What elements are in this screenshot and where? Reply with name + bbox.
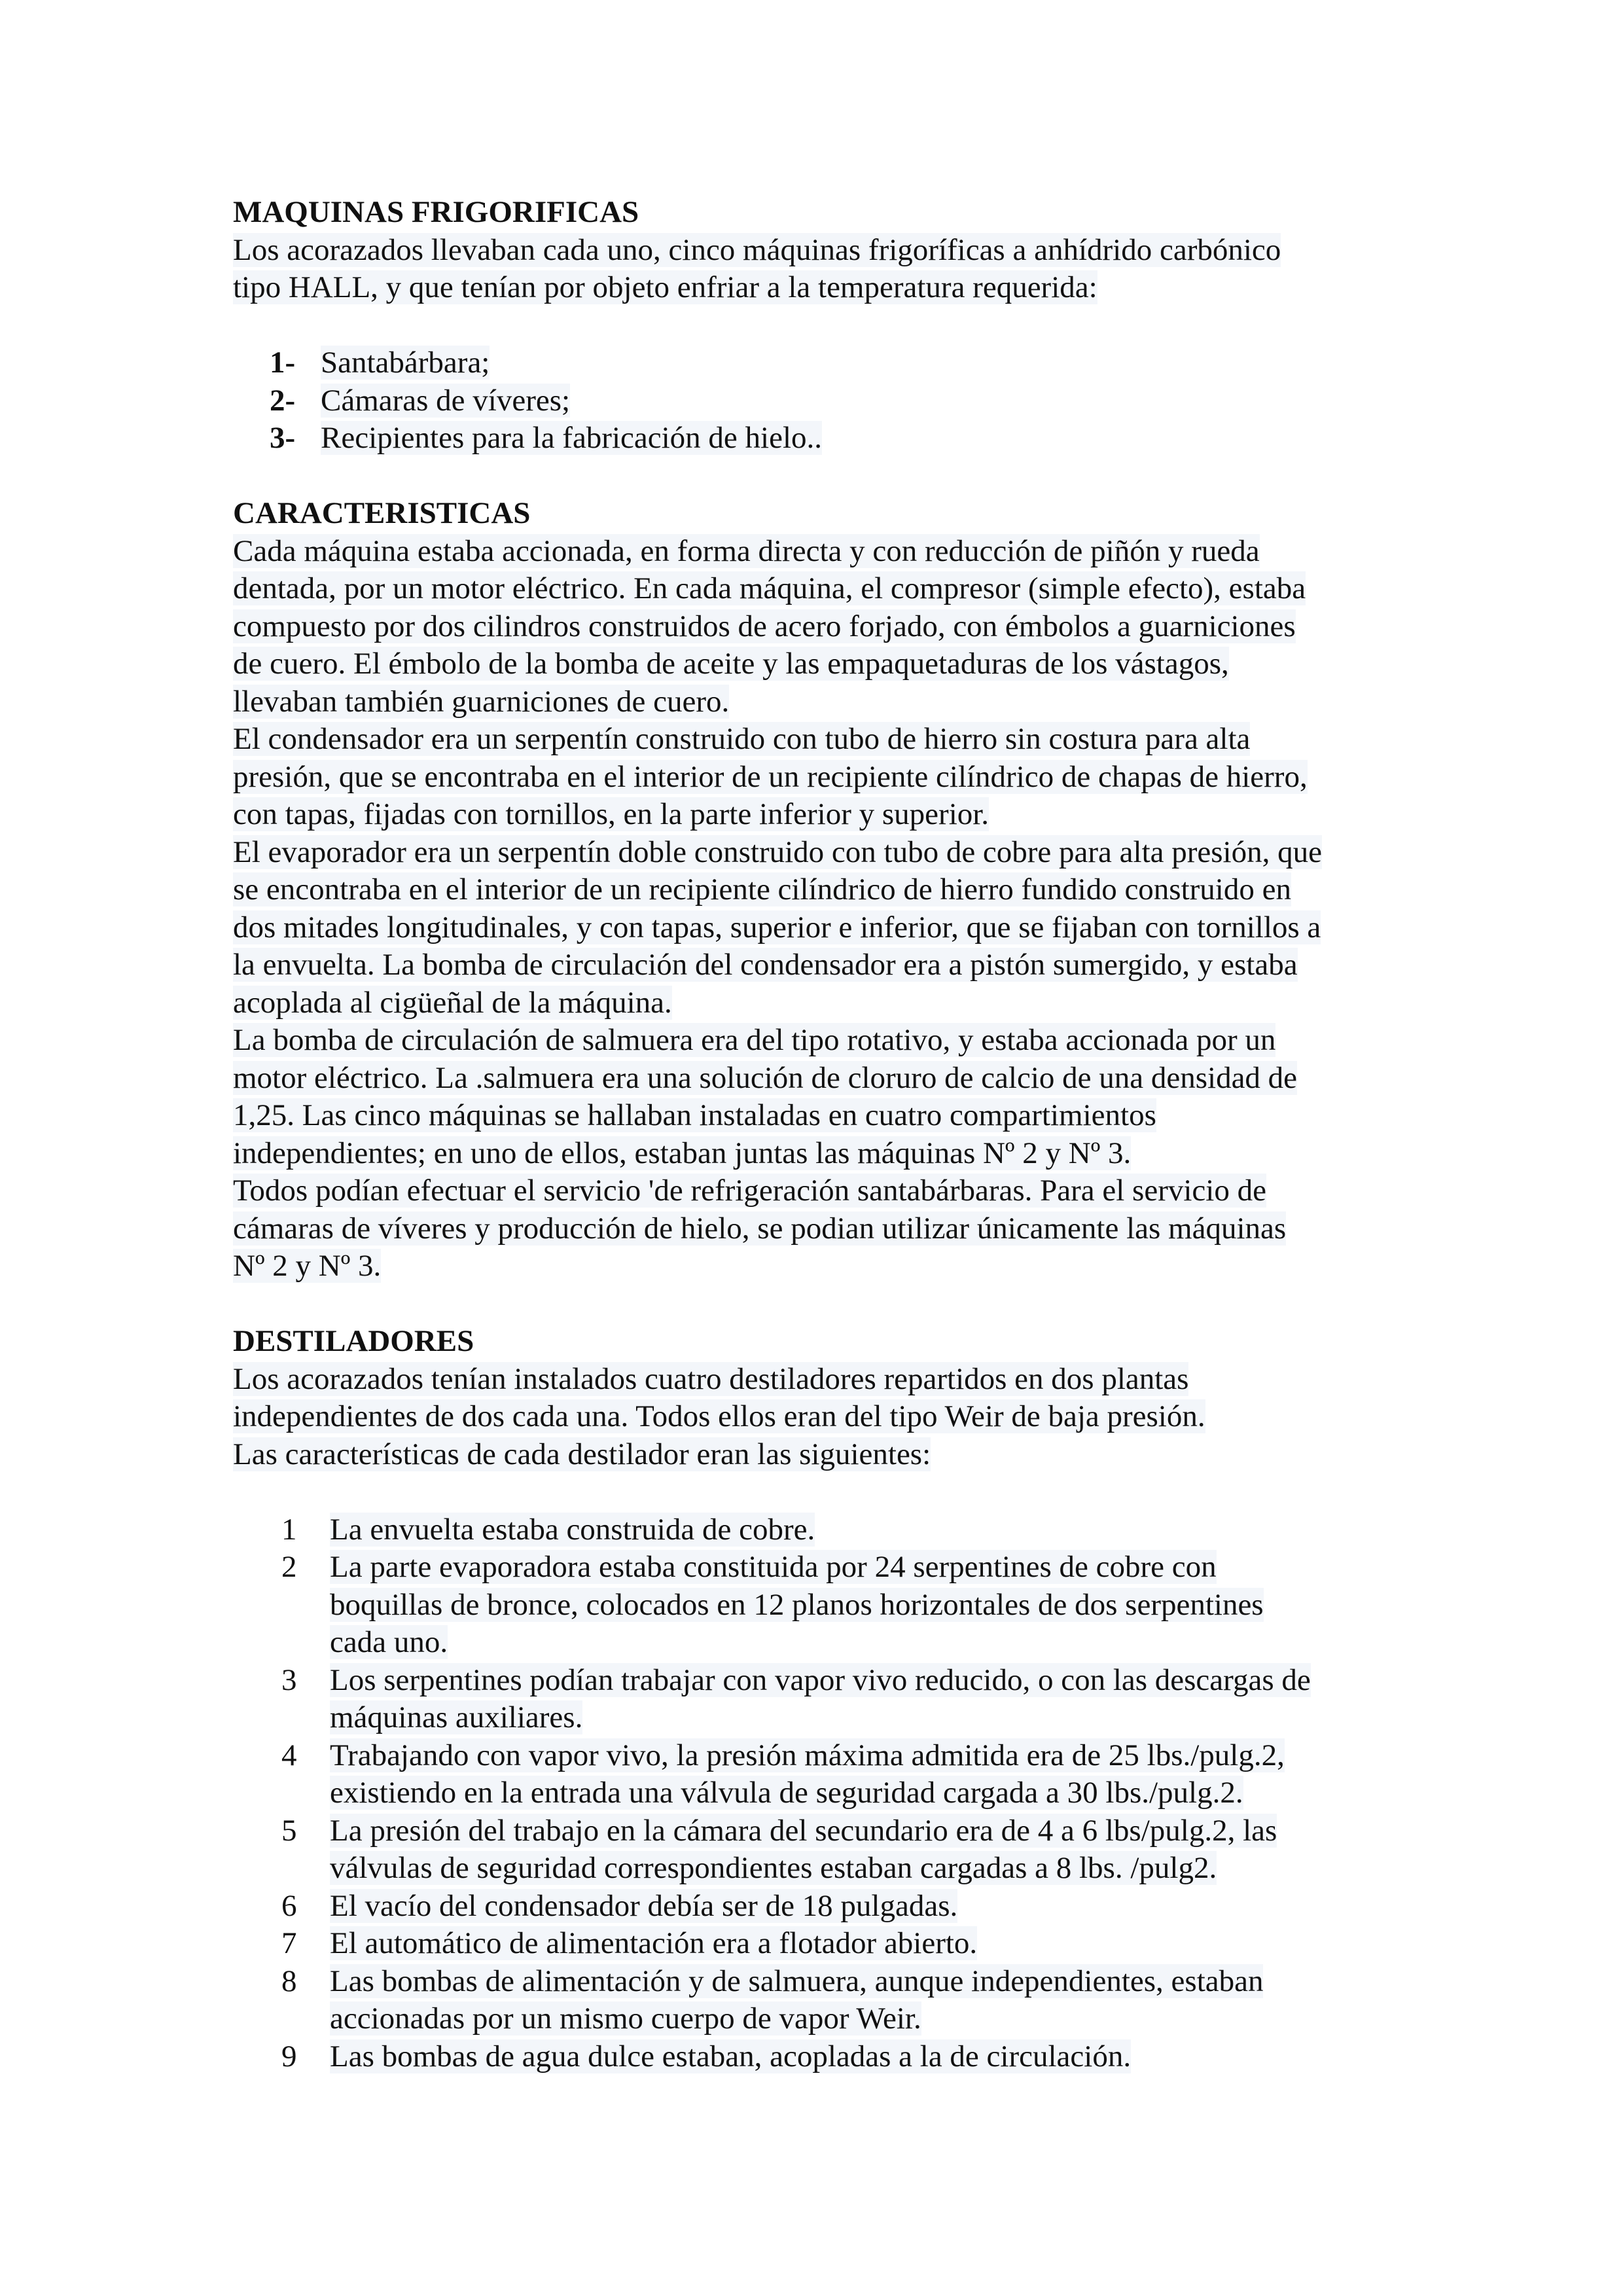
list-item: 1 La envuelta estaba construida de cobre. bbox=[281, 1512, 815, 1547]
text-line: dentada, por un motor eléctrico. En cada máquina, el compresor (simple efecto), estaba bbox=[233, 571, 1306, 605]
text-line: llevaban también guarniciones de cuero. bbox=[233, 684, 730, 719]
paragraph-destiladores-intro bbox=[233, 1361, 1411, 1474]
text-line: de cuero. El émbolo de la bomba de aceite y las empaquetaduras de los vástagos, bbox=[233, 647, 1229, 681]
text-line: acoplada al cigüeñal de la máquina. bbox=[233, 985, 672, 1020]
list-item: 7 El automático de alimentación era a flotador abierto. bbox=[281, 1926, 978, 1960]
text-line: presión, que se encontraba en el interior de un recipiente cilíndrico de chapas de hierro, bbox=[233, 759, 1308, 794]
text-line: compuesto por dos cilindros construidos de acero forjado, con émbolos a guarniciones bbox=[233, 609, 1296, 643]
list-item: 6 El vacío del condensador debía ser de 18 pulgadas. bbox=[281, 1888, 958, 1923]
list-item: 3 Los serpentines podían trabajar con vapor vivo reducido, o con las descargas de máquinas auxiliares. bbox=[281, 1662, 1311, 1734]
list-item: 1- Santabárbara; bbox=[270, 346, 490, 380]
list-refrigeration-targets bbox=[233, 344, 1411, 457]
section-heading-destiladores: DESTILADORES bbox=[233, 1324, 474, 1358]
list-item: 8 Las bombas de alimentación y de salmuera, aunque independientes, estaban accionadas por un mismo cuerpo de vapor Weir. bbox=[281, 1964, 1264, 2036]
text-line: Los acorazados tenían instalados cuatro destiladores repartidos en dos plantas bbox=[233, 1361, 1189, 1396]
text-line: independientes; en uno de ellos, estaban juntas las máquinas Nº 2 y Nº 3. bbox=[233, 1136, 1132, 1170]
text-line: cámaras de víveres y producción de hielo, se podian utilizar únicamente las máquinas bbox=[233, 1211, 1287, 1246]
text-line: El evaporador era un serpentín doble construido con tubo de cobre para alta presión, que bbox=[233, 834, 1322, 869]
text-line: Los acorazados llevaban cada uno, cinco máquinas frigoríficas a anhídrido carbónico bbox=[233, 232, 1281, 267]
section-heading-frigorificas: MAQUINAS FRIGORIFICAS bbox=[233, 195, 639, 229]
text-line: con tapas, fijadas con tornillos, en la parte inferior y superior. bbox=[233, 797, 990, 831]
list-item: 9 Las bombas de agua dulce estaban, acopladas a la de circulación. bbox=[281, 2039, 1132, 2073]
text-line: Todos podían efectuar el servicio 'de refrigeración santabárbaras. Para el servicio de bbox=[233, 1174, 1266, 1208]
text-line: Cada máquina estaba accionada, en forma directa y con reducción de piñón y rueda bbox=[233, 533, 1260, 568]
text-line: motor eléctrico. La .salmuera era una solución de cloruro de calcio de una densidad de bbox=[233, 1060, 1298, 1095]
paragraph-caracteristicas bbox=[233, 533, 1411, 1285]
document-page bbox=[233, 194, 1411, 2075]
text-line: Las características de cada destilador eran las siguientes: bbox=[233, 1437, 931, 1471]
text-line: independientes de dos cada una. Todos ellos eran del tipo Weir de baja presión. bbox=[233, 1399, 1205, 1433]
text-line: El condensador era un serpentín construido con tubo de hierro sin costura para alta bbox=[233, 722, 1251, 756]
text-line: la envuelta. La bomba de circulación del condensador era a pistón sumergido, y estaba bbox=[233, 948, 1298, 982]
text-line: Nº 2 y Nº 3. bbox=[233, 1249, 382, 1283]
text-line: dos mitades longitudinales, y con tapas, superior e inferior, que se fijaban con tornillos a bbox=[233, 910, 1321, 944]
list-distiller-characteristics bbox=[233, 1511, 1411, 2076]
text-line: se encontraba en el interior de un recipiente cilíndrico de hierro fundido construido en bbox=[233, 872, 1291, 906]
list-item: 2 La parte evaporadora estaba constituida por 24 serpentines de cobre con boquillas de bronce, colocados en 12 planos horizontales de dos serpentines cada uno. bbox=[281, 1550, 1264, 1659]
list-item: 3- Recipientes para la fabricación de hielo.. bbox=[270, 421, 822, 455]
text-line: 1,25. Las cinco máquinas se hallaban instaladas en cuatro compartimientos bbox=[233, 1098, 1156, 1132]
list-item: 2- Cámaras de víveres; bbox=[270, 383, 571, 418]
text-line: tipo HALL, y que tenían por objeto enfriar a la temperatura requerida: bbox=[233, 270, 1097, 304]
text-line: La bomba de circulación de salmuera era del tipo rotativo, y estaba accionada por un bbox=[233, 1023, 1276, 1057]
list-item: 5 La presión del trabajo en la cámara del secundario era de 4 a 6 lbs/pulg.2, las válvulas de seguridad correspondientes estaban cargadas a 8 lbs. /pulg2. bbox=[281, 1813, 1277, 1885]
section-heading-caracteristicas: CARACTERISTICAS bbox=[233, 496, 531, 530]
list-item: 4 Trabajando con vapor vivo, la presión máxima admitida era de 25 lbs./pulg.2, existiendo en la entrada una válvula de seguridad cargada a 30 lbs./pulg.2. bbox=[281, 1738, 1285, 1810]
paragraph-frigorificas-intro bbox=[233, 232, 1411, 307]
